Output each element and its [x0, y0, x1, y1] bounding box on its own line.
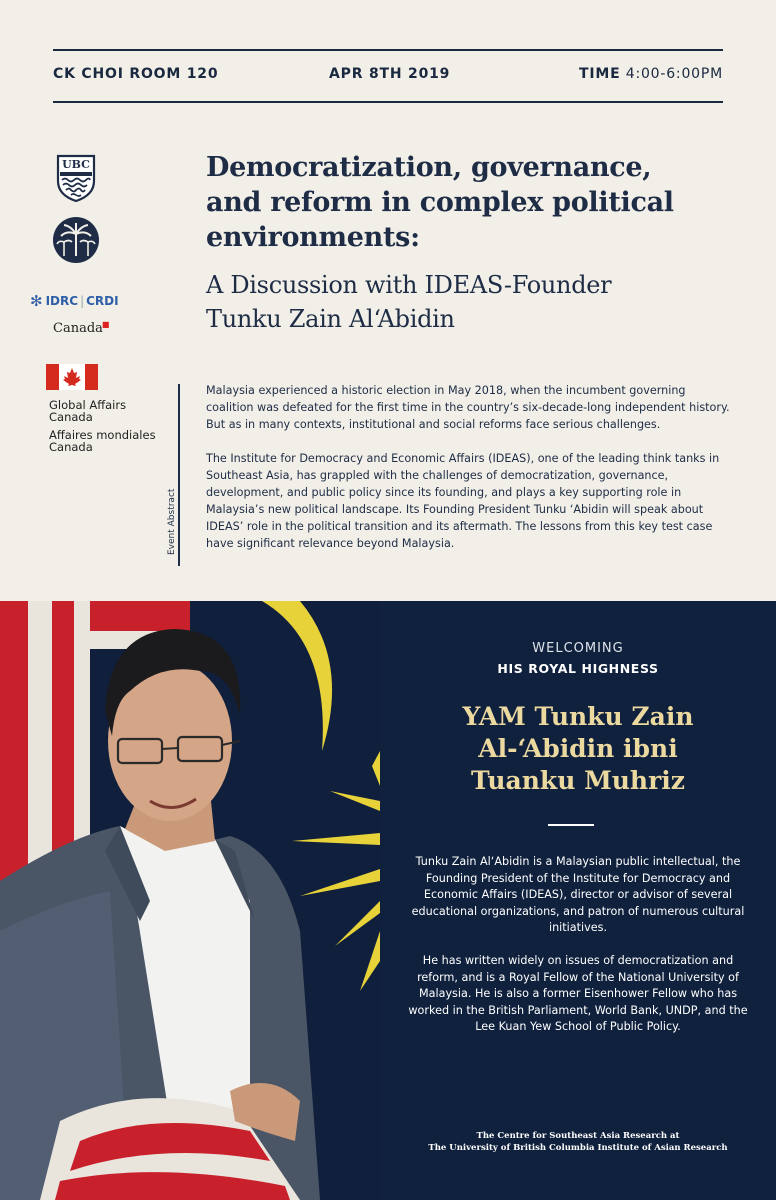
event-subtitle	[206, 268, 746, 336]
idrc-symbol-icon: ✻	[30, 292, 43, 310]
speaker-name-line-2: Al-‘Abidin ibni	[478, 734, 678, 763]
speaker-photo	[0, 601, 380, 1200]
time-value: 4:00-6:00PM	[625, 66, 723, 82]
canadian-flag-icon	[46, 364, 98, 390]
credit-line-1: The Centre for Southeast Asia Research at	[476, 1131, 680, 1141]
institute-emblem-icon	[52, 216, 100, 264]
bio-paragraph-1: Tunku Zain Al‘Abidin is a Malaysian public intellectual, the Founding President of the Institute for Democracy and Economic Affairs (IDEAS), director or advisor of several educational organizations, and patron of numerous cultural initiatives.	[411, 855, 745, 934]
credit-line-2: The University of British Columbia Institute of Asian Research	[428, 1143, 728, 1153]
speaker-panel	[380, 601, 776, 1200]
event-date: APR 8TH 2019	[329, 66, 451, 82]
canada-flag-icon: ■	[101, 320, 110, 329]
title-line-2: and reform in complex political	[206, 187, 674, 218]
speaker-photo-illustration	[0, 601, 380, 1200]
abstract-paragraph-1: Malaysia experienced a historic election in May 2018, when the incumbent governing coalition was defeated for the first time in the country’s six-decade-long independent history. But as in many contexts, institutional and social reforms face serious challenges.	[206, 384, 730, 431]
speaker-name-line-3: Tuanku Muhriz	[471, 766, 685, 795]
bio-paragraph-2: He has written widely on issues of democratization and reform, and is a Royal Fellow of the National University of Malaysia. He is also a former Eisenhower Fellow who has worked in the British Parliament, World Bank, UNDP, and the Lee Kuan Yew School of Public Policy.	[408, 954, 748, 1033]
canada-wordmark	[53, 320, 109, 336]
idrc-logo	[30, 292, 130, 310]
speaker-name-line-1: YAM Tunku Zain	[462, 702, 694, 731]
organizer-credit	[380, 1130, 776, 1154]
event-time	[579, 66, 723, 82]
canada-text: Canada	[53, 321, 103, 336]
idrc-divider: |	[80, 294, 85, 308]
abstract-rule	[178, 384, 180, 566]
gac-fr-line2: Canada	[49, 440, 93, 454]
abstract-label: Event Abstract	[167, 488, 177, 555]
global-affairs-canada-logo	[49, 399, 156, 453]
ubc-logo	[55, 153, 97, 203]
gac-fr-line1: Affaires mondiales	[49, 428, 156, 442]
gac-en-line1: Global Affairs	[49, 398, 127, 412]
ubc-logo-text: UBC	[62, 158, 90, 171]
event-room: CK CHOI ROOM 120	[53, 66, 219, 82]
subtitle-line-1: A Discussion with IDEAS-Founder	[206, 271, 612, 299]
event-header	[53, 66, 723, 86]
crdi-text: CRDI	[86, 294, 119, 308]
time-label: TIME	[579, 66, 621, 82]
name-divider	[548, 824, 594, 826]
title-line-1: Democratization, governance,	[206, 152, 652, 183]
speaker-name	[380, 701, 776, 797]
header-top-rule	[53, 49, 723, 51]
header-bottom-rule	[53, 101, 723, 103]
welcoming-label: WELCOMING	[532, 641, 624, 656]
honorific-label: HIS ROYAL HIGHNESS	[497, 661, 659, 676]
subtitle-line-2: Tunku Zain Al‘Abidin	[206, 305, 455, 333]
gac-en-line2: Canada	[49, 410, 93, 424]
title-line-3: environments:	[206, 222, 420, 253]
event-abstract	[206, 382, 736, 552]
event-title	[206, 150, 746, 255]
speaker-bio	[408, 854, 748, 1036]
idrc-text: IDRC	[45, 294, 79, 308]
abstract-paragraph-2: The Institute for Democracy and Economic Affairs (IDEAS), one of the leading think tanks in Southeast Asia, has grappled with the challenges of democratization, governance, development, and public policy since its founding, and plays a key supporting role in Malaysia’s new political landscape. Its Founding President Tunku ‘Abidin will speak about IDEAS’ role in the political transition and its aftermath. The lessons from this key test case have significant relevance beyond Malaysia.	[206, 452, 720, 550]
